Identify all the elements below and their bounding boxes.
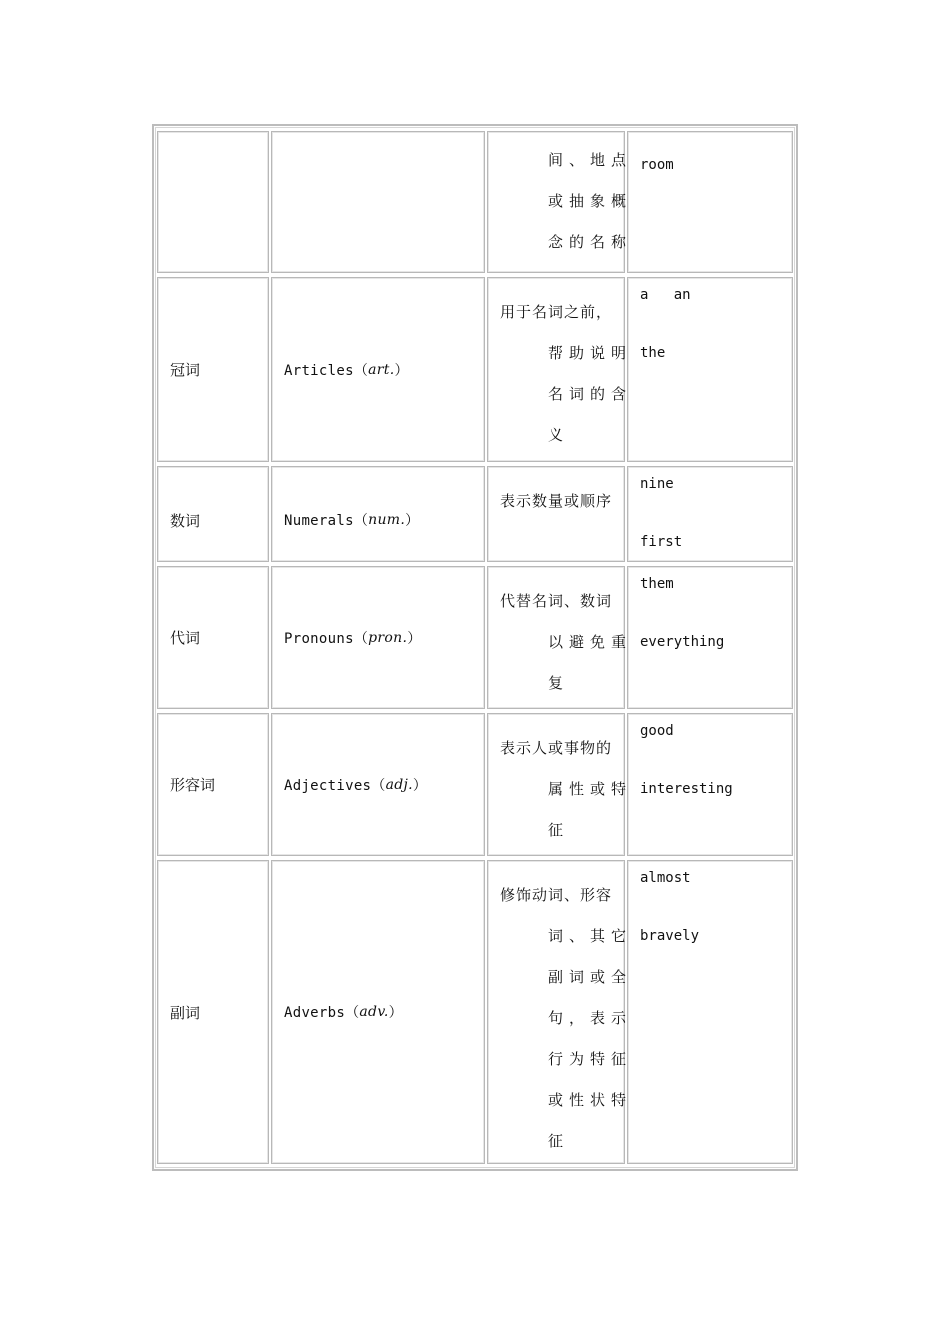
description-line: 表示人或事物的 (500, 739, 613, 757)
english-term-close: ） (407, 630, 422, 647)
description-cell (487, 277, 633, 462)
example-word: nine (640, 476, 674, 492)
example-word: room (640, 157, 674, 173)
description-line: 表示数量或顺序 (500, 492, 613, 510)
chinese-term-cell (157, 131, 269, 273)
english-term-close: ） (412, 777, 428, 794)
description-cell (487, 860, 633, 1164)
description-line: 修饰动词、形容 (500, 886, 613, 904)
examples-cell (627, 131, 793, 273)
description-cell (487, 566, 633, 709)
description-line: 义 (548, 426, 570, 444)
description-line: 属性或特 (548, 780, 633, 798)
table-row (157, 464, 793, 564)
english-term: Adverbs（ (284, 1005, 360, 1021)
description-line: 用于名词之前， (500, 303, 613, 321)
example-word: everything (640, 634, 725, 650)
example-word: interesting (640, 781, 733, 797)
english-term: Numerals（ (284, 513, 369, 529)
description-line: 或性状特 (548, 1091, 633, 1109)
description-cell (487, 466, 625, 562)
example-word: the (640, 345, 666, 361)
abbreviation: pron. (368, 629, 408, 646)
chinese-term-cell: 代词 (157, 566, 269, 709)
description-line: 词、其它 (548, 927, 633, 945)
example-word: almost (640, 870, 691, 886)
examples-cell (627, 277, 793, 462)
chinese-term-cell: 数词 (157, 466, 269, 562)
description-line: 句，表示 (548, 1009, 633, 1027)
english-term-cell (271, 566, 485, 709)
description-line: 副词或全 (548, 968, 633, 986)
chinese-term-cell: 冠词 (157, 277, 269, 462)
description-line: 或抽象概 (548, 192, 633, 210)
english-term-cell (271, 277, 485, 462)
description-cell (487, 713, 633, 856)
table-row (157, 275, 793, 464)
parts-of-speech-table (152, 124, 798, 1171)
english-term-cell (271, 860, 485, 1164)
english-term: Adjectives（ (284, 777, 386, 794)
description-line: 帮助说明 (548, 344, 633, 362)
description-cell (487, 131, 633, 273)
example-word: bravely (640, 928, 700, 944)
english-term: Articles（ (284, 362, 369, 379)
english-term-cell (271, 466, 485, 562)
description-line: 以避免重 (548, 633, 633, 651)
table-row (157, 564, 793, 711)
examples-cell (627, 566, 793, 709)
description-line: 征 (548, 821, 570, 839)
description-line: 念的名称 (548, 233, 633, 251)
english-term-close: ） (388, 1005, 403, 1021)
example-word: first (640, 534, 683, 550)
description-line: 征 (548, 1132, 570, 1150)
examples-cell (627, 466, 793, 562)
table-row (157, 858, 793, 1166)
description-line: 间、地点 (548, 151, 633, 169)
examples-cell (627, 713, 793, 856)
english-term-cell (271, 713, 485, 856)
example-word: good (640, 723, 674, 739)
example-word: them (640, 576, 674, 592)
table-row (157, 711, 793, 858)
chinese-term-cell: 形容词 (157, 713, 269, 856)
english-term: Pronouns（ (284, 630, 369, 647)
english-term-cell (271, 131, 485, 273)
abbreviation: adv. (359, 1004, 389, 1020)
description-line: 名词的含 (548, 385, 633, 403)
english-term-close: ） (405, 513, 420, 529)
table-row (157, 129, 793, 275)
description-line: 复 (548, 674, 570, 692)
abbreviation: num. (368, 512, 406, 528)
abbreviation: adj. (385, 776, 413, 793)
english-term-close: ） (394, 362, 409, 379)
examples-cell (627, 860, 793, 1164)
example-word: a an (640, 287, 691, 303)
description-line: 行为特征 (548, 1050, 633, 1068)
chinese-term-cell: 副词 (157, 860, 269, 1164)
abbreviation: art. (368, 361, 395, 378)
description-line: 代替名词、数词 (500, 592, 613, 610)
